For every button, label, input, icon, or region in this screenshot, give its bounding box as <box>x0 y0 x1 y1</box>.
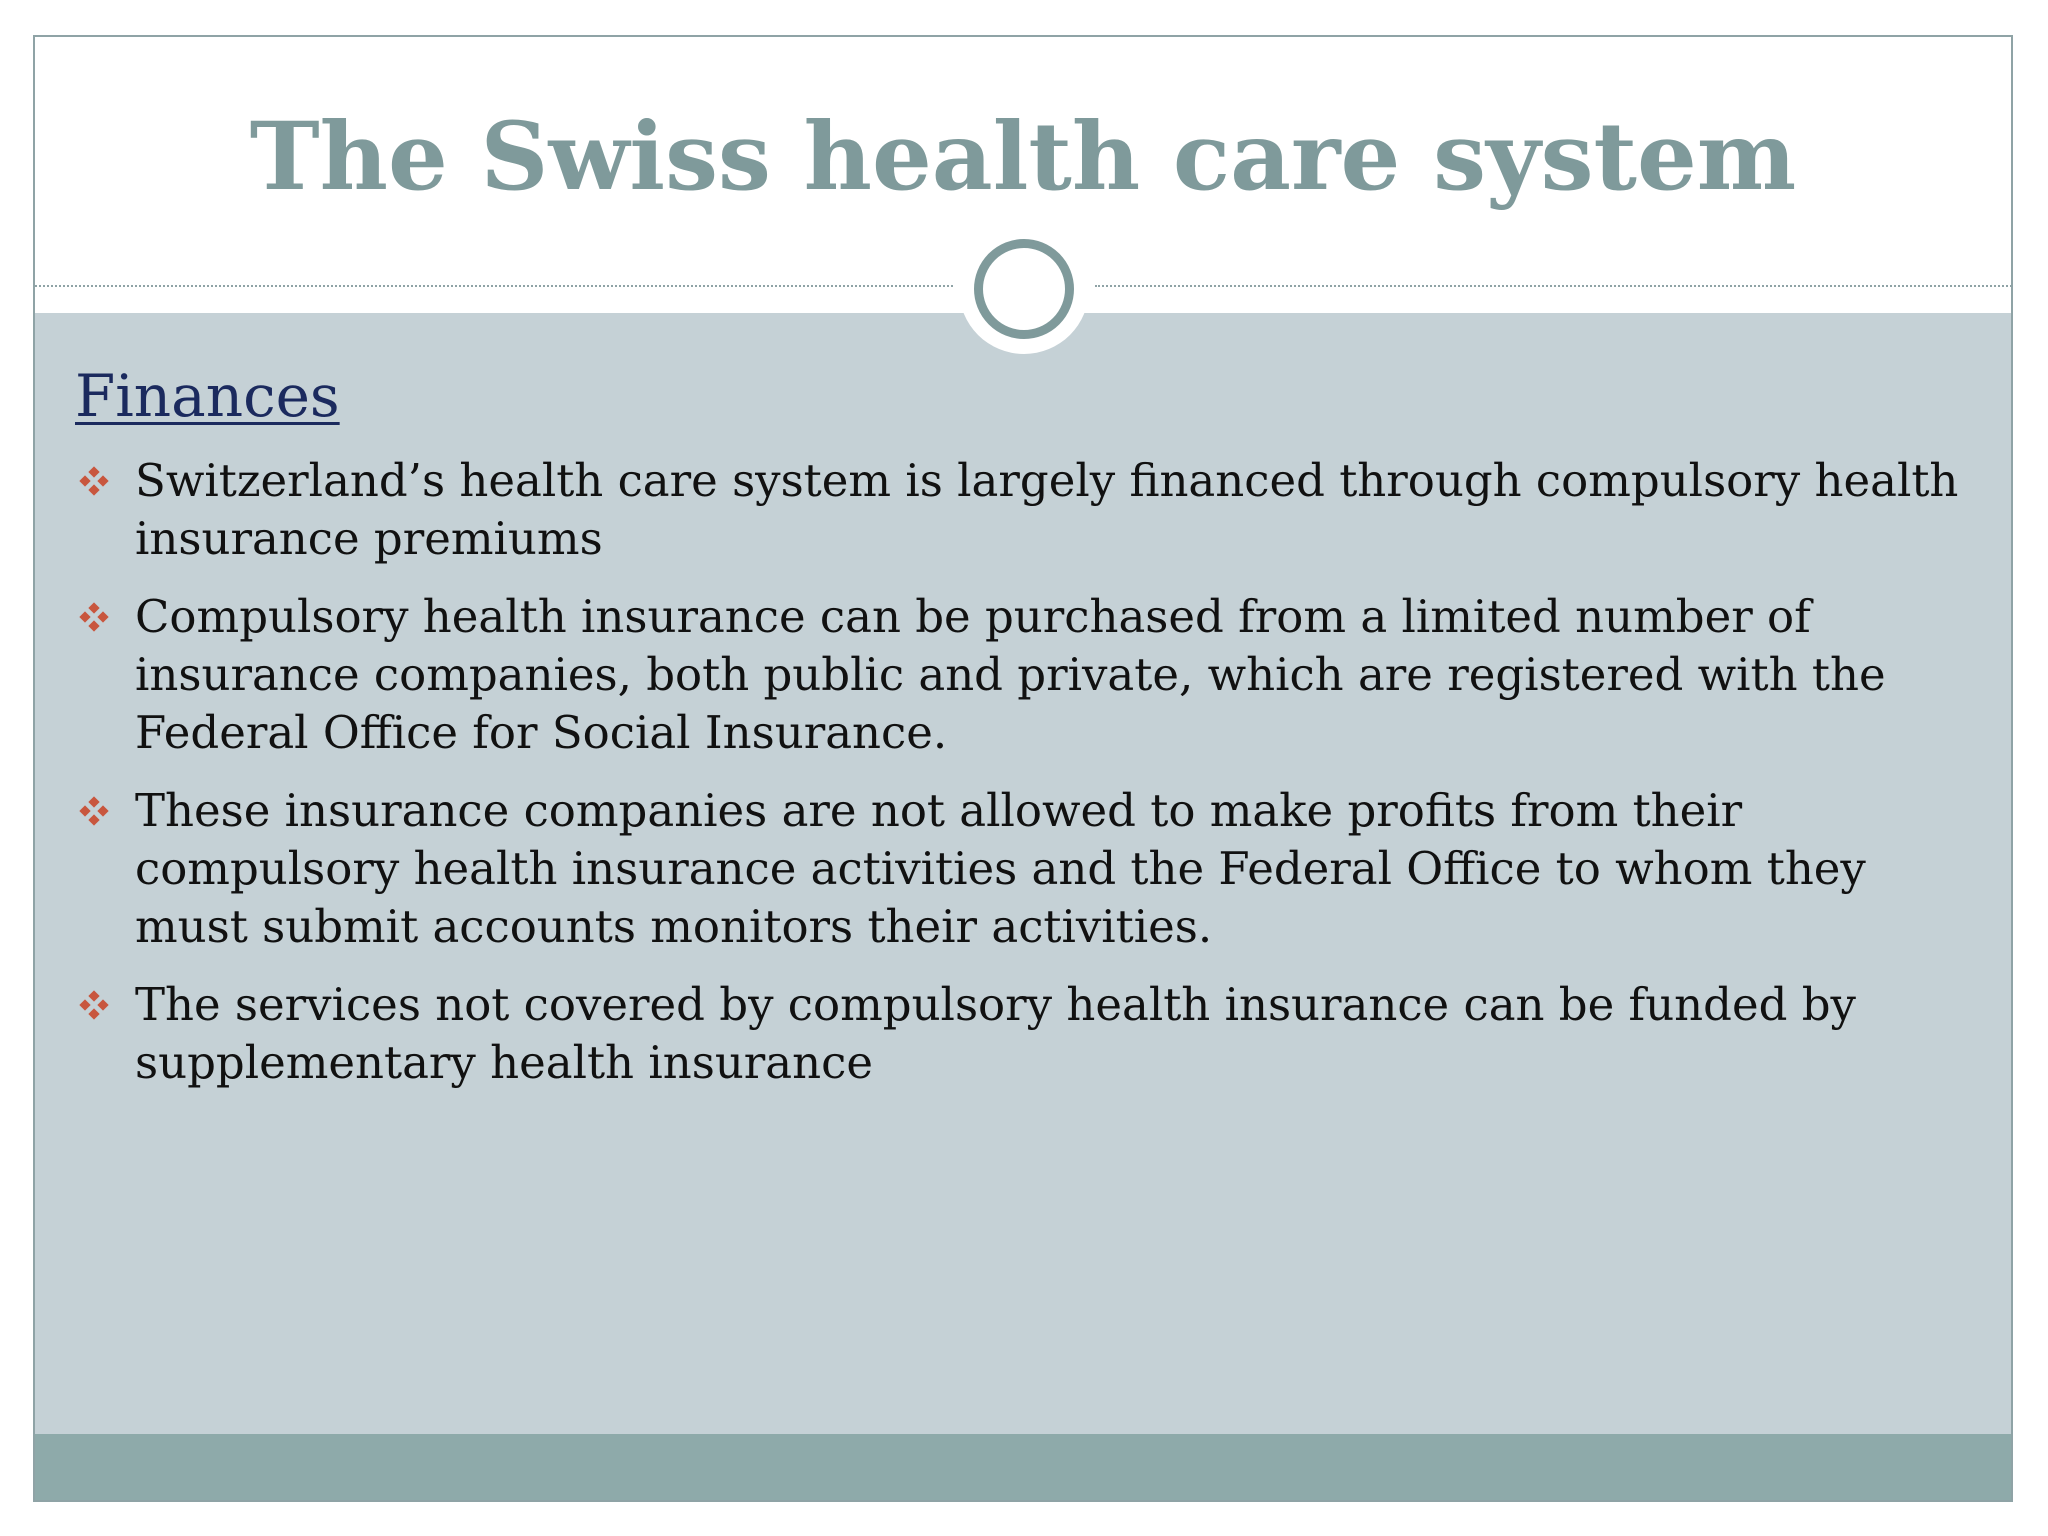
bullet-item <box>75 588 1975 762</box>
bullet-item <box>75 782 1975 956</box>
slide <box>33 35 2013 1502</box>
footer-bar <box>35 1434 2011 1502</box>
bullet-text: The services not covered by compulsory health insurance can be funded by supplementary health insurance <box>135 978 1856 1089</box>
bullet-list <box>75 452 1975 1112</box>
bullet-item <box>75 452 1975 568</box>
bullet-text: Switzerland’s health care system is largely financed through compulsory health insurance premiums <box>135 454 1959 565</box>
slide-title: The Swiss health care system <box>249 102 1797 212</box>
circle-ornament-icon <box>974 239 1074 339</box>
bullet-text: These insurance companies are not allowed to make profits from their compulsory health insurance activities and the Federal Office to whom they must submit accounts monitors their activities. <box>135 784 1866 953</box>
diamond-bullet-icon <box>79 466 109 496</box>
diamond-bullet-icon <box>79 796 109 826</box>
bullet-item <box>75 976 1975 1092</box>
diamond-bullet-icon <box>79 602 109 632</box>
title-divider-right <box>1095 285 2013 287</box>
title-divider-left <box>35 285 953 287</box>
bullet-text: Compulsory health insurance can be purchased from a limited number of insurance companies, both public and private, which are registered with the Federal Office for Social Insurance. <box>135 590 1886 759</box>
diamond-bullet-icon <box>79 990 109 1020</box>
section-heading-finances: Finances <box>75 362 340 430</box>
